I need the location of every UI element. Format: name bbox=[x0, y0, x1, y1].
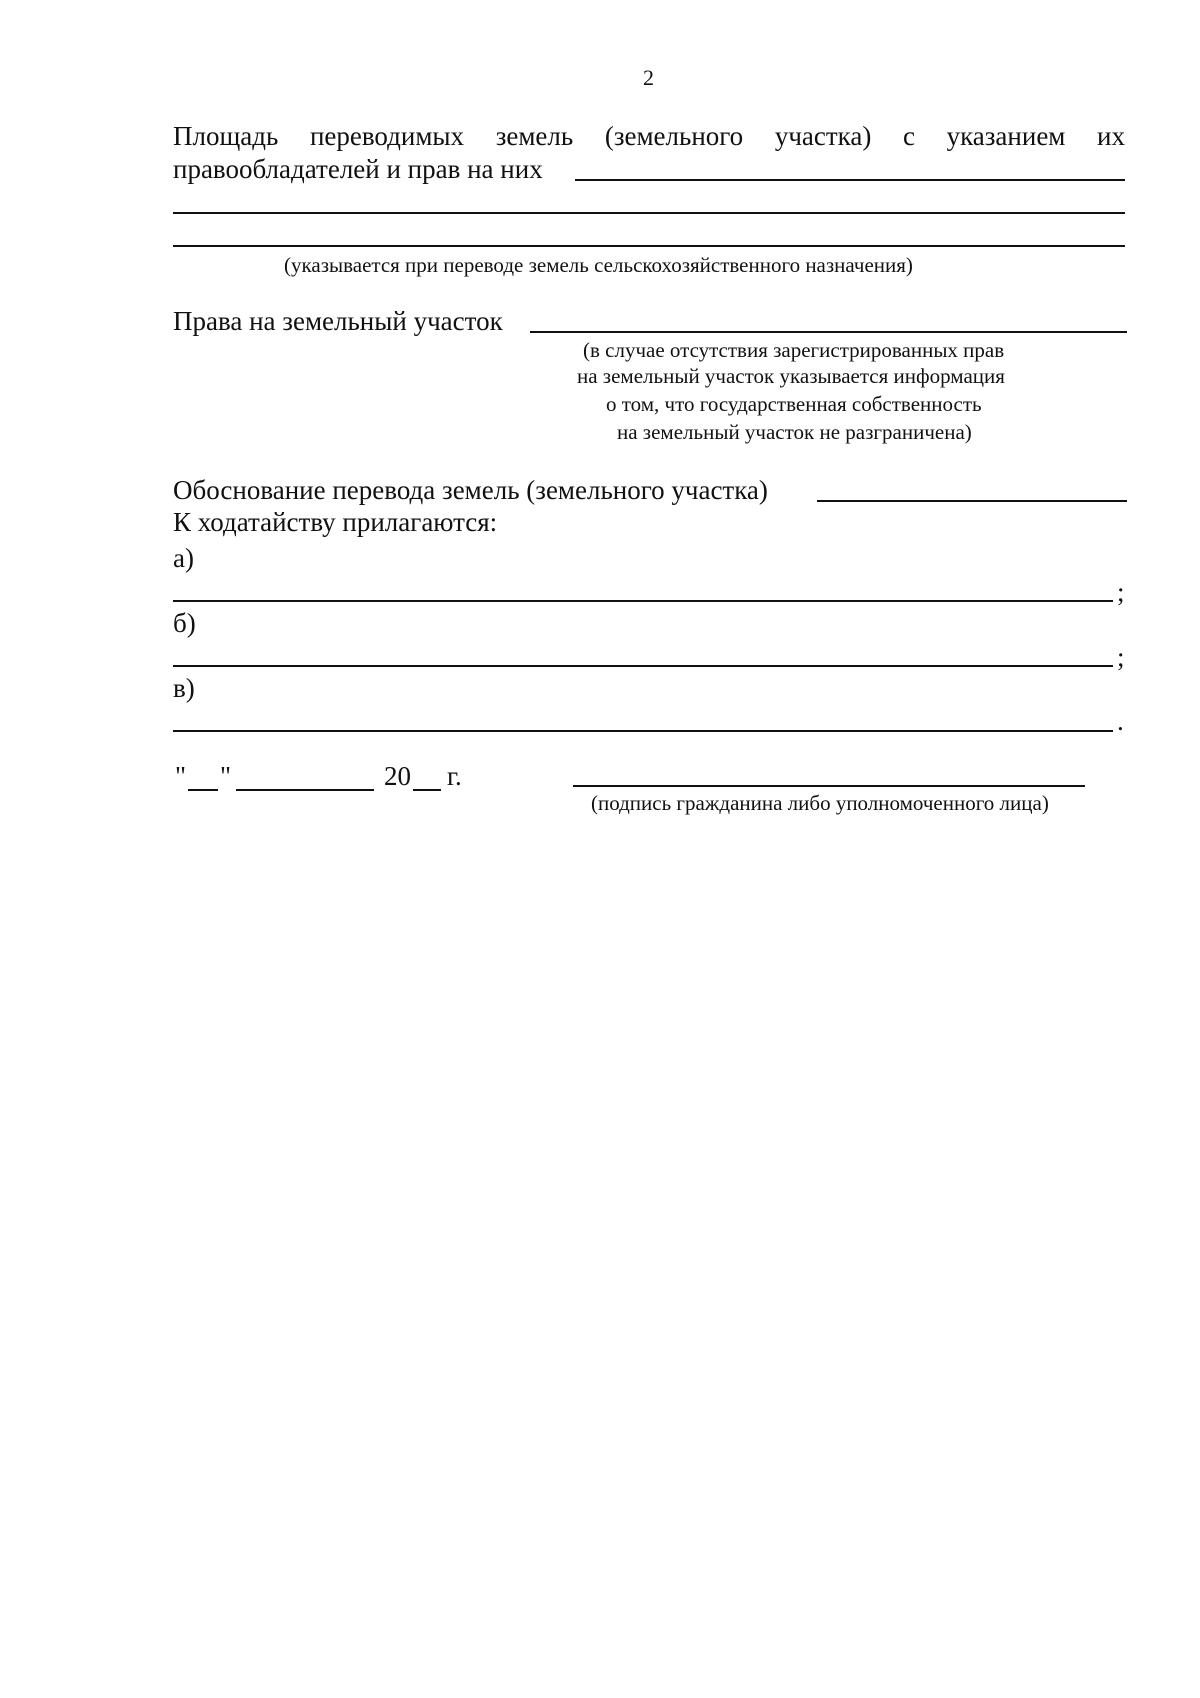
signature-caption: (подпись гражданина либо уполномоченного лица) bbox=[591, 791, 1049, 815]
area-word: указанием bbox=[946, 121, 1066, 151]
attachment-item-line[interactable] bbox=[173, 600, 1113, 602]
page-number: 2 bbox=[643, 65, 654, 90]
attachment-item-end: ; bbox=[1117, 577, 1125, 607]
attachments-heading: К ходатайству прилагаются: bbox=[173, 507, 498, 537]
attachment-item-label: а) bbox=[173, 543, 194, 573]
rights-caption-line: на земельный участок указывается информация bbox=[577, 364, 1005, 388]
rights-caption-line: на земельный участок не разграничена) bbox=[617, 420, 972, 444]
area-word: Площадь bbox=[173, 121, 279, 151]
rights-caption-line: о том, что государственная собственность bbox=[606, 392, 982, 416]
area-word: их bbox=[1097, 121, 1125, 151]
justification-label: Обоснование перевода земель (земельного участка) bbox=[173, 475, 768, 505]
area-word: переводимых bbox=[309, 121, 465, 151]
attachment-item-label: б) bbox=[173, 608, 196, 638]
date-day-line[interactable] bbox=[188, 789, 218, 791]
attachment-item-end: ; bbox=[1117, 642, 1125, 672]
rights-label: Права на земельный участок bbox=[173, 306, 503, 336]
area-caption: (указывается при переводе земель сельскохозяйственного назначения) bbox=[284, 253, 913, 277]
area-word: с bbox=[902, 121, 915, 151]
attachment-item-line[interactable] bbox=[173, 730, 1113, 732]
rights-caption-line: (в случае отсутствия зарегистрированных прав bbox=[583, 338, 1005, 362]
area-paragraph-line-2: правообладателей и прав на них bbox=[173, 154, 543, 184]
date-quote-open: " bbox=[175, 761, 187, 791]
area-word: участка) bbox=[774, 121, 872, 151]
attachment-item-line[interactable] bbox=[173, 665, 1113, 667]
attachment-item-label: в) bbox=[173, 673, 195, 703]
date-month-line[interactable] bbox=[236, 789, 374, 791]
area-word: земель bbox=[495, 121, 574, 151]
date-year-suffix: г. bbox=[447, 761, 462, 791]
area-word: (земельного bbox=[604, 121, 744, 151]
justification-fill-line[interactable] bbox=[817, 500, 1127, 502]
date-quote-close: " bbox=[220, 761, 232, 791]
signature-line[interactable] bbox=[573, 785, 1085, 787]
area-fill-line-3[interactable] bbox=[173, 245, 1125, 247]
area-paragraph-line-1 bbox=[173, 120, 1125, 152]
date-year-prefix: 20 bbox=[384, 761, 411, 791]
area-fill-line-1[interactable] bbox=[575, 179, 1125, 181]
rights-fill-line[interactable] bbox=[530, 331, 1127, 333]
attachment-item-end: . bbox=[1117, 706, 1124, 736]
date-year-line[interactable] bbox=[413, 789, 441, 791]
area-fill-line-2[interactable] bbox=[173, 212, 1125, 214]
